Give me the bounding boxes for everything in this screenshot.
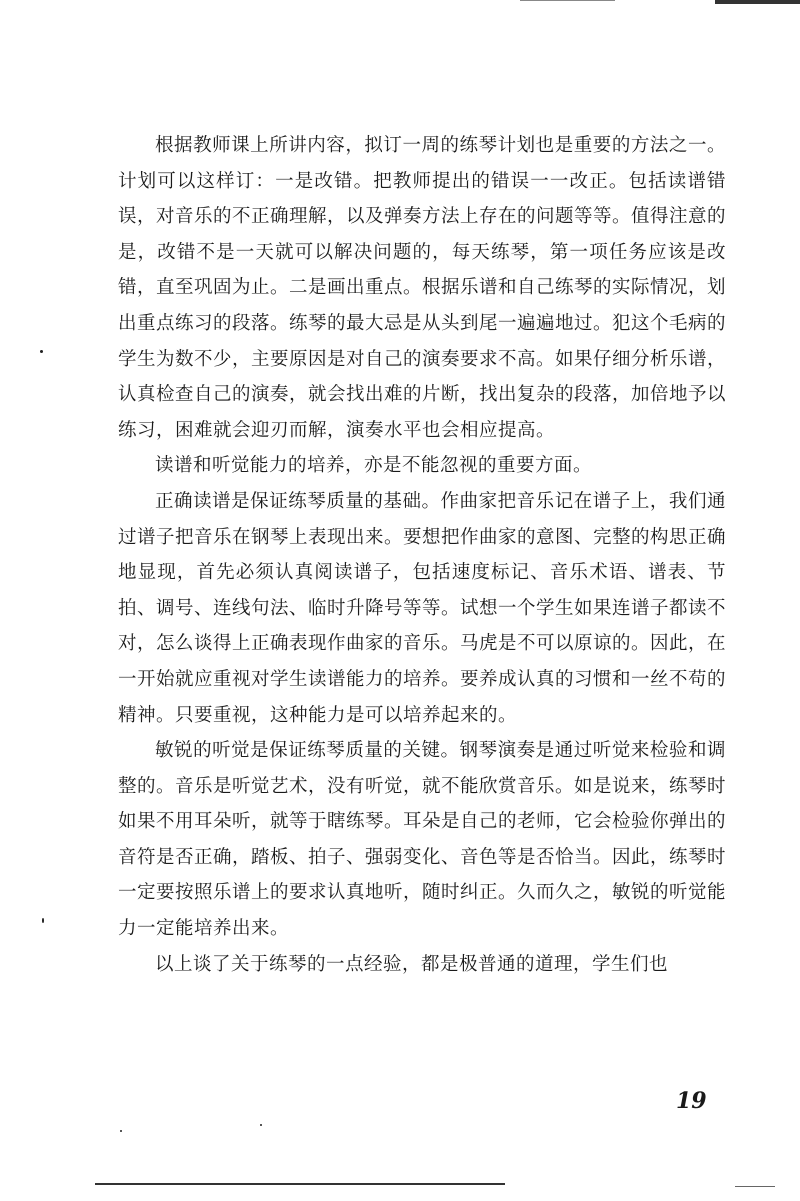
paragraph-score-reading: 正确读谱是保证练琴质量的基础。作曲家把音乐记在谱子上，我们通过谱子把音乐在钢琴上表现出来。要想把作曲家的意图、完整的构思正确地显现，首先必须认真阅读谱子，包括速度标记、音乐术语、谱表、节拍、调号、连线句法、临时升降号等等。试想一个学生如果连谱子都读不对，怎么谈得上正确表现作曲家的音乐。马虎是不可以原谅的。因此，在一开始就应重视对学生读谱能力的培养。要养成认真的习惯和一丝不苟的精神。只要重视，这种能力是可以培养起来的。 xyxy=(118,490,727,726)
paragraph-reading-listening: 读谱和听觉能力的培养，亦是不能忽视的重要方面。 xyxy=(155,455,593,477)
body-text xyxy=(118,128,726,982)
bottom-right-edge-line xyxy=(735,1186,775,1187)
scan-speck xyxy=(40,350,43,353)
paragraph-hearing: 敏锐的听觉是保证练琴质量的关键。钢琴演奏是通过听觉来检验和调整的。音乐是听觉艺术，没有听觉，就不能欣赏音乐。如是说来，练琴时如果不用耳朵听，就等于瞎练琴。耳朵是自己的老师，它会检验你弹出的音符是否正确，踏板、拍子、强弱变化、音色等是否恰当。因此，练琴时一定要按照乐谱上的要求认真地听，随时纠正。久而久之，敏锐的听觉能力一定能培养出来。 xyxy=(118,740,727,940)
paragraph-practice-plan: 根据教师课上所讲内容，拟订一周的练琴计划也是重要的方法之一。计划可以这样订：一是改错。把教师提出的错误一一改正。包括读谱错误，对音乐的不正确理解，以及弹奏方法上存在的问题等等。值得注意的是，改错不是一天就可以解决问题的，每天练琴，第一项任务应该是改错，直至巩固为止。二是画出重点。根据乐谱和自己练琴的实际情况，划出重点练习的段落。练琴的最大忌是从头到尾一遍遍地过。犯这个毛病的学生为数不少，主要原因是对自己的演奏要求不高。如果仔细分析乐谱，认真检查自己的演奏，就会找出难的片断，找出复杂的段落，加倍地予以练习，困难就会迎刃而解，演奏水平也会相应提高。 xyxy=(118,135,727,441)
bottom-edge-line xyxy=(95,1183,505,1185)
scan-speck xyxy=(42,918,44,923)
scan-speck xyxy=(120,1130,122,1132)
paragraph-conclusion: 以上谈了关于练琴的一点经验，都是极普通的道理，学生们也 xyxy=(155,953,669,975)
top-edge-mark xyxy=(520,0,615,1)
page-number: 19 xyxy=(676,1088,707,1114)
top-right-edge-mark xyxy=(715,0,800,4)
scan-speck xyxy=(260,1124,262,1126)
